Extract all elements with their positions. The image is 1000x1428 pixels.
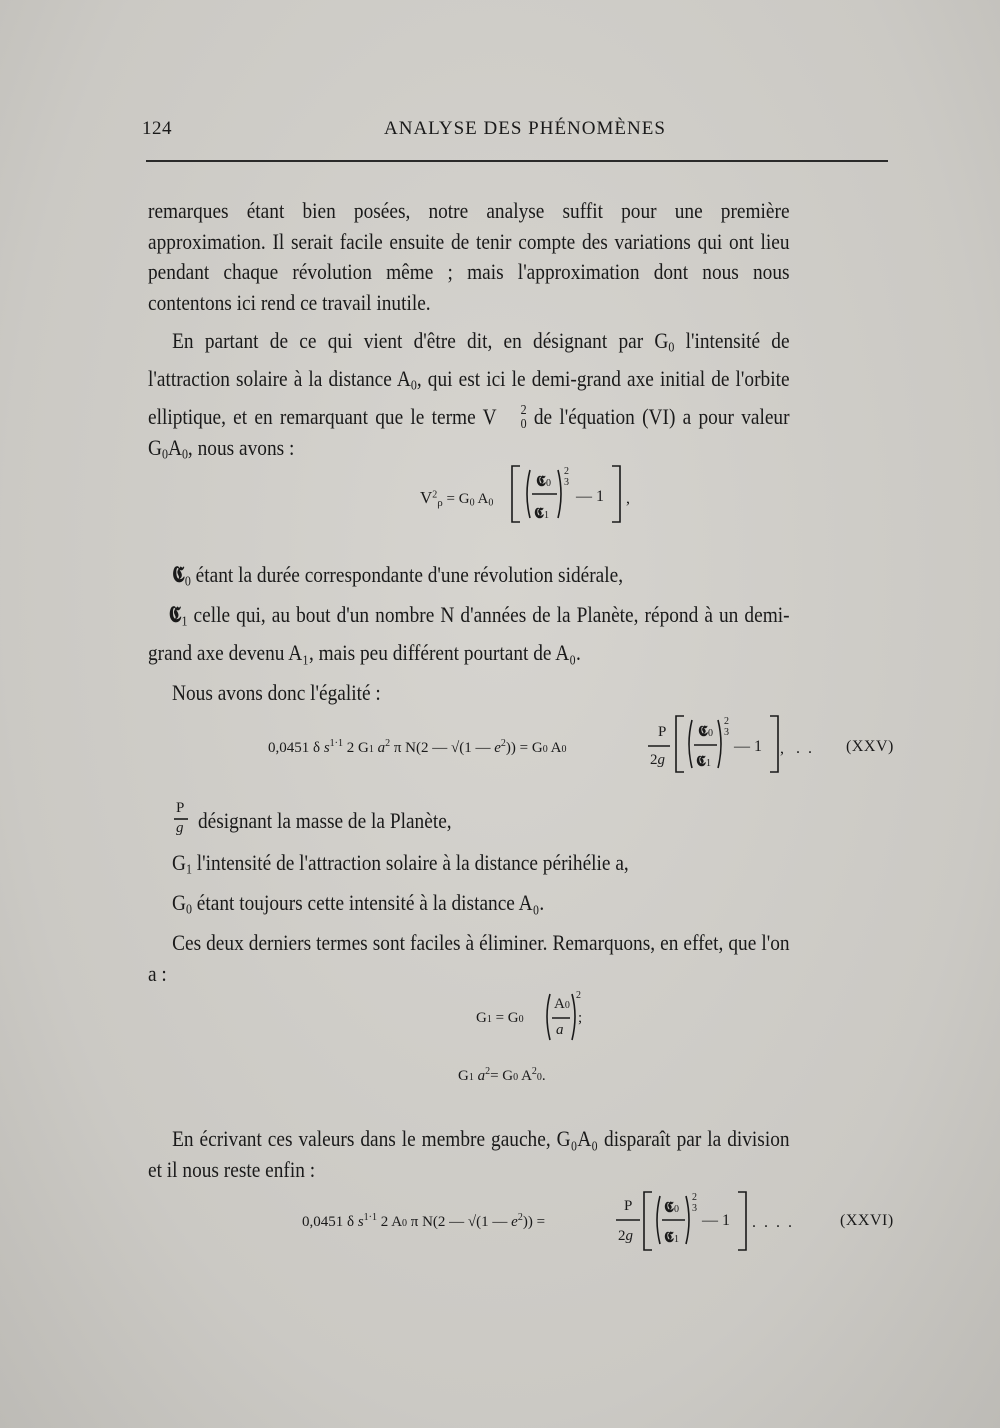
equation-3: G1 = G0 [476,1010,524,1026]
definition-mass: désignant la masse de la Planète, [198,808,452,833]
eq1-T0: 𝕮0 [536,472,551,490]
eq2-minus-one: — 1 [734,738,762,755]
equation-number-25: (XXV) [846,738,894,755]
eq1-right-bracket [612,466,620,522]
eq2-right-paren [718,720,721,768]
eq5-dots: . . . . [752,1214,792,1231]
def3-g: g [176,820,184,836]
definition-G0: $G_0$ étant toujours cette intensité à la distance A₀. [172,890,545,918]
eq2-left-paren [689,720,692,768]
eq3-A0: A0 [554,996,570,1012]
eq2-P: P [658,724,667,740]
eq5-T1: 𝕮1 [664,1228,679,1246]
eq5-left-paren [657,1196,660,1244]
eq5-exponent: 2 3 [692,1192,697,1214]
eq5-2g: 2g [618,1228,633,1244]
equation-number-26: (XXVI) [840,1212,894,1229]
def3-P: P [176,800,185,816]
eq5-right-bracket [738,1192,746,1250]
eq2-dots: , . . [780,740,812,757]
eq1-T1: 𝕮1 [534,504,549,522]
eq1-minus-one: — 1 [576,488,604,505]
eq3-exponent: 2 [576,990,581,1001]
definition-T1: 𝕮$_1$ celle qui, au bout d'un nombre N d'années de la Planète, répond à un demi-grand axe devenu A₁, mais peu différent pourtant de A₀. [148,602,790,666]
eq5-T0: 𝕮0 [664,1198,679,1216]
eq2-T1: 𝕮1 [696,752,711,770]
eq3-right-paren [572,994,575,1040]
equation-2-lhs: 0,0451 δ $s^{1\cdot 1}$ 2 G1 $a^2$ π N(2 — √(1 — $e^2)) = G0$ A0 [268,738,567,756]
running-header: ANALYSE DES PHÉNOMÈNES [384,118,666,139]
paragraph-2: En partant de ce qui vient d'être dit, en désignant par $G_0$ l'intensité de l'attraction solaire à la distance $A_0$, qui est ici le demi-grand axe initial de l'orbite elliptique, et en remarquant que le terme V 2 0 de l'équation (VI) a pour valeur $G_0A_0$, nous avons : [148,328,790,463]
eq5-right-paren [686,1196,689,1244]
equation-1: $V^2_\rho = G_0$ $A_0$ [420,488,494,509]
eq1-left-paren [527,470,530,518]
definition-T0: 𝕮$_0$ étant la durée correspondante d'une révolution sidérale, [172,562,624,590]
eq1-exponent: 2 3 [564,466,569,488]
eq2-2g: 2g [650,752,665,768]
eq1-comma: , [626,490,630,507]
equation-4: G1 $a^2= G0$ $A^20$. [458,1066,546,1084]
equation-5-lhs: 0,0451 δ $s^{1\cdot 1}$ 2 A0 π N(2 — √(1 — $e^2$)) = [302,1212,546,1230]
eq2-right-bracket [770,716,778,772]
page-number: 124 [142,118,172,139]
eq2-left-bracket [676,716,684,772]
paragraph-3: Nous avons donc l'égalité : [172,680,381,705]
paragraph-1: remarques étant bien posées, notre analyse suffit pour une première approximation. Il serait facile ensuite de tenir compte des variations qui ont lieu pendant chaque révolution même ; mais l'approximation dont nous nous contentons ici rend ce travail inutile. [148,198,790,316]
eq5-P: P [624,1198,633,1214]
eq3-left-paren [547,994,550,1040]
eq1-left-bracket [512,466,520,522]
eq2-exponent: 2 3 [724,716,729,738]
eq2-T0: 𝕮0 [698,722,713,740]
paragraph-4: Ces deux derniers termes sont faciles à éliminer. Remarquons, en effet, que l'on a : [148,930,790,986]
eq3-semicolon: ; [578,1010,583,1026]
definition-G1: $G_1$ l'intensité de l'attraction solaire à la distance périhélie a, [172,850,629,878]
paragraph-5: En écrivant ces valeurs dans le membre gauche, G₀A₀ disparaît par la division et il nous reste enfin : [148,1126,790,1182]
eq5-minus-one: — 1 [702,1212,730,1229]
eq1-right-paren [558,470,561,518]
eq5-left-bracket [644,1192,652,1250]
eq3-a: a [556,1022,564,1038]
